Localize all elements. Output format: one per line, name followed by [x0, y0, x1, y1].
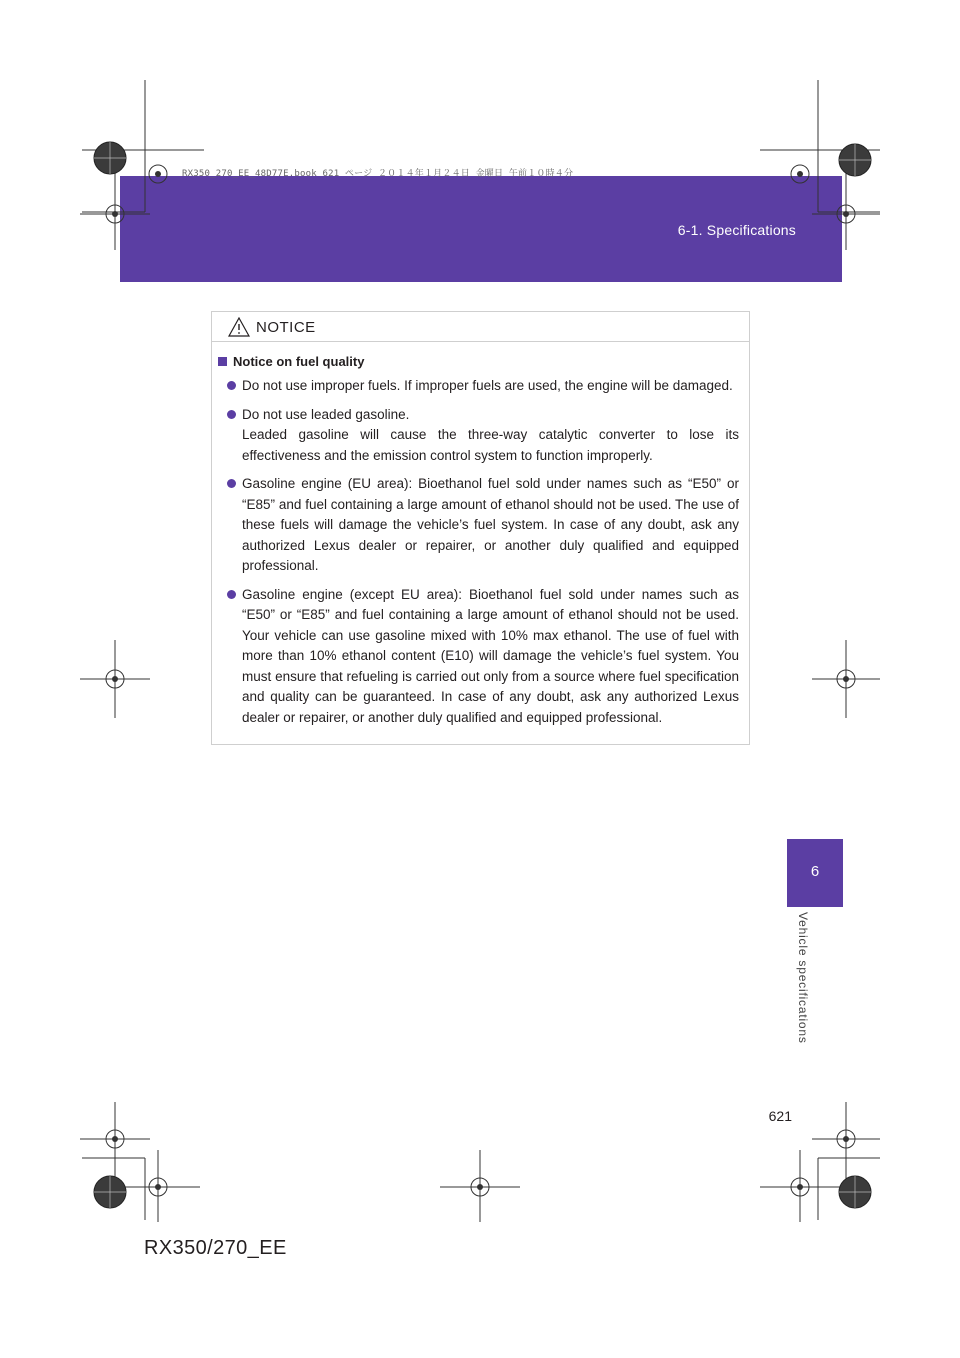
list-item	[227, 376, 739, 397]
list-item-text: Gasoline engine (EU area): Bioethanol fuel sold under names such as “E50” or “E85” and fuel containing a large amount of ethanol should not be used. The use of these fuels will damage the vehicle’s fuel system. In case of any doubt, ask any authorized Lexus dealer or repairer, or another duly qualified and equipped professional.	[242, 476, 739, 573]
section-heading-text: Notice on fuel quality	[233, 354, 365, 369]
list-item-text: Gasoline engine (except EU area): Bioethanol fuel sold under names such as “E50” or “E85” and fuel containing a large amount of ethanol should not be used. Your vehicle can use gasoline mixed with 10% max ethanol. The use of fuel with more than 10% ethanol content (E10) will damage the vehicle’s fuel system. You must ensure that refueling is carried out only from a source where fuel specification and quality can be guaranteed. In case of any doubt, ask any authorized Lexus dealer or repairer, or another duly qualified and equipped professional.	[242, 586, 739, 725]
page-number: 621	[768, 1108, 792, 1124]
notice-title: NOTICE	[256, 319, 316, 336]
bullet-dot-icon	[227, 410, 236, 419]
section-title: 6-1. Specifications	[677, 222, 796, 238]
square-bullet-icon	[218, 357, 227, 366]
chapter-label: Vehicle specifications	[796, 912, 810, 1044]
book-info-line: RX350_270_EE_48D77E.book 621 ページ ２０１４年１月２４日 金曜日 午前１０時４分	[182, 169, 574, 179]
section-heading	[218, 354, 739, 369]
list-item	[227, 405, 739, 467]
model-code: RX350/270_EE	[144, 1237, 287, 1259]
notice-body	[212, 342, 749, 728]
list-item-text: Do not use improper fuels. If improper fuels are used, the engine will be damaged.	[242, 378, 733, 393]
list-item	[227, 585, 739, 729]
chapter-tab[interactable]: 6	[787, 839, 843, 907]
warning-triangle-icon	[228, 317, 250, 337]
list-item	[227, 474, 739, 577]
notice-box	[211, 311, 750, 745]
list-item-line: Do not use leaded gasoline.	[242, 406, 410, 422]
list-item-text	[242, 405, 739, 467]
bullet-dot-icon	[227, 590, 236, 599]
bullet-dot-icon	[227, 381, 236, 390]
list-item-line: Leaded gasoline will cause the three-way catalytic converter to lose its effectiveness and the emission control system to function improperly.	[242, 427, 739, 463]
notice-header	[212, 312, 749, 342]
bullet-dot-icon	[227, 479, 236, 488]
